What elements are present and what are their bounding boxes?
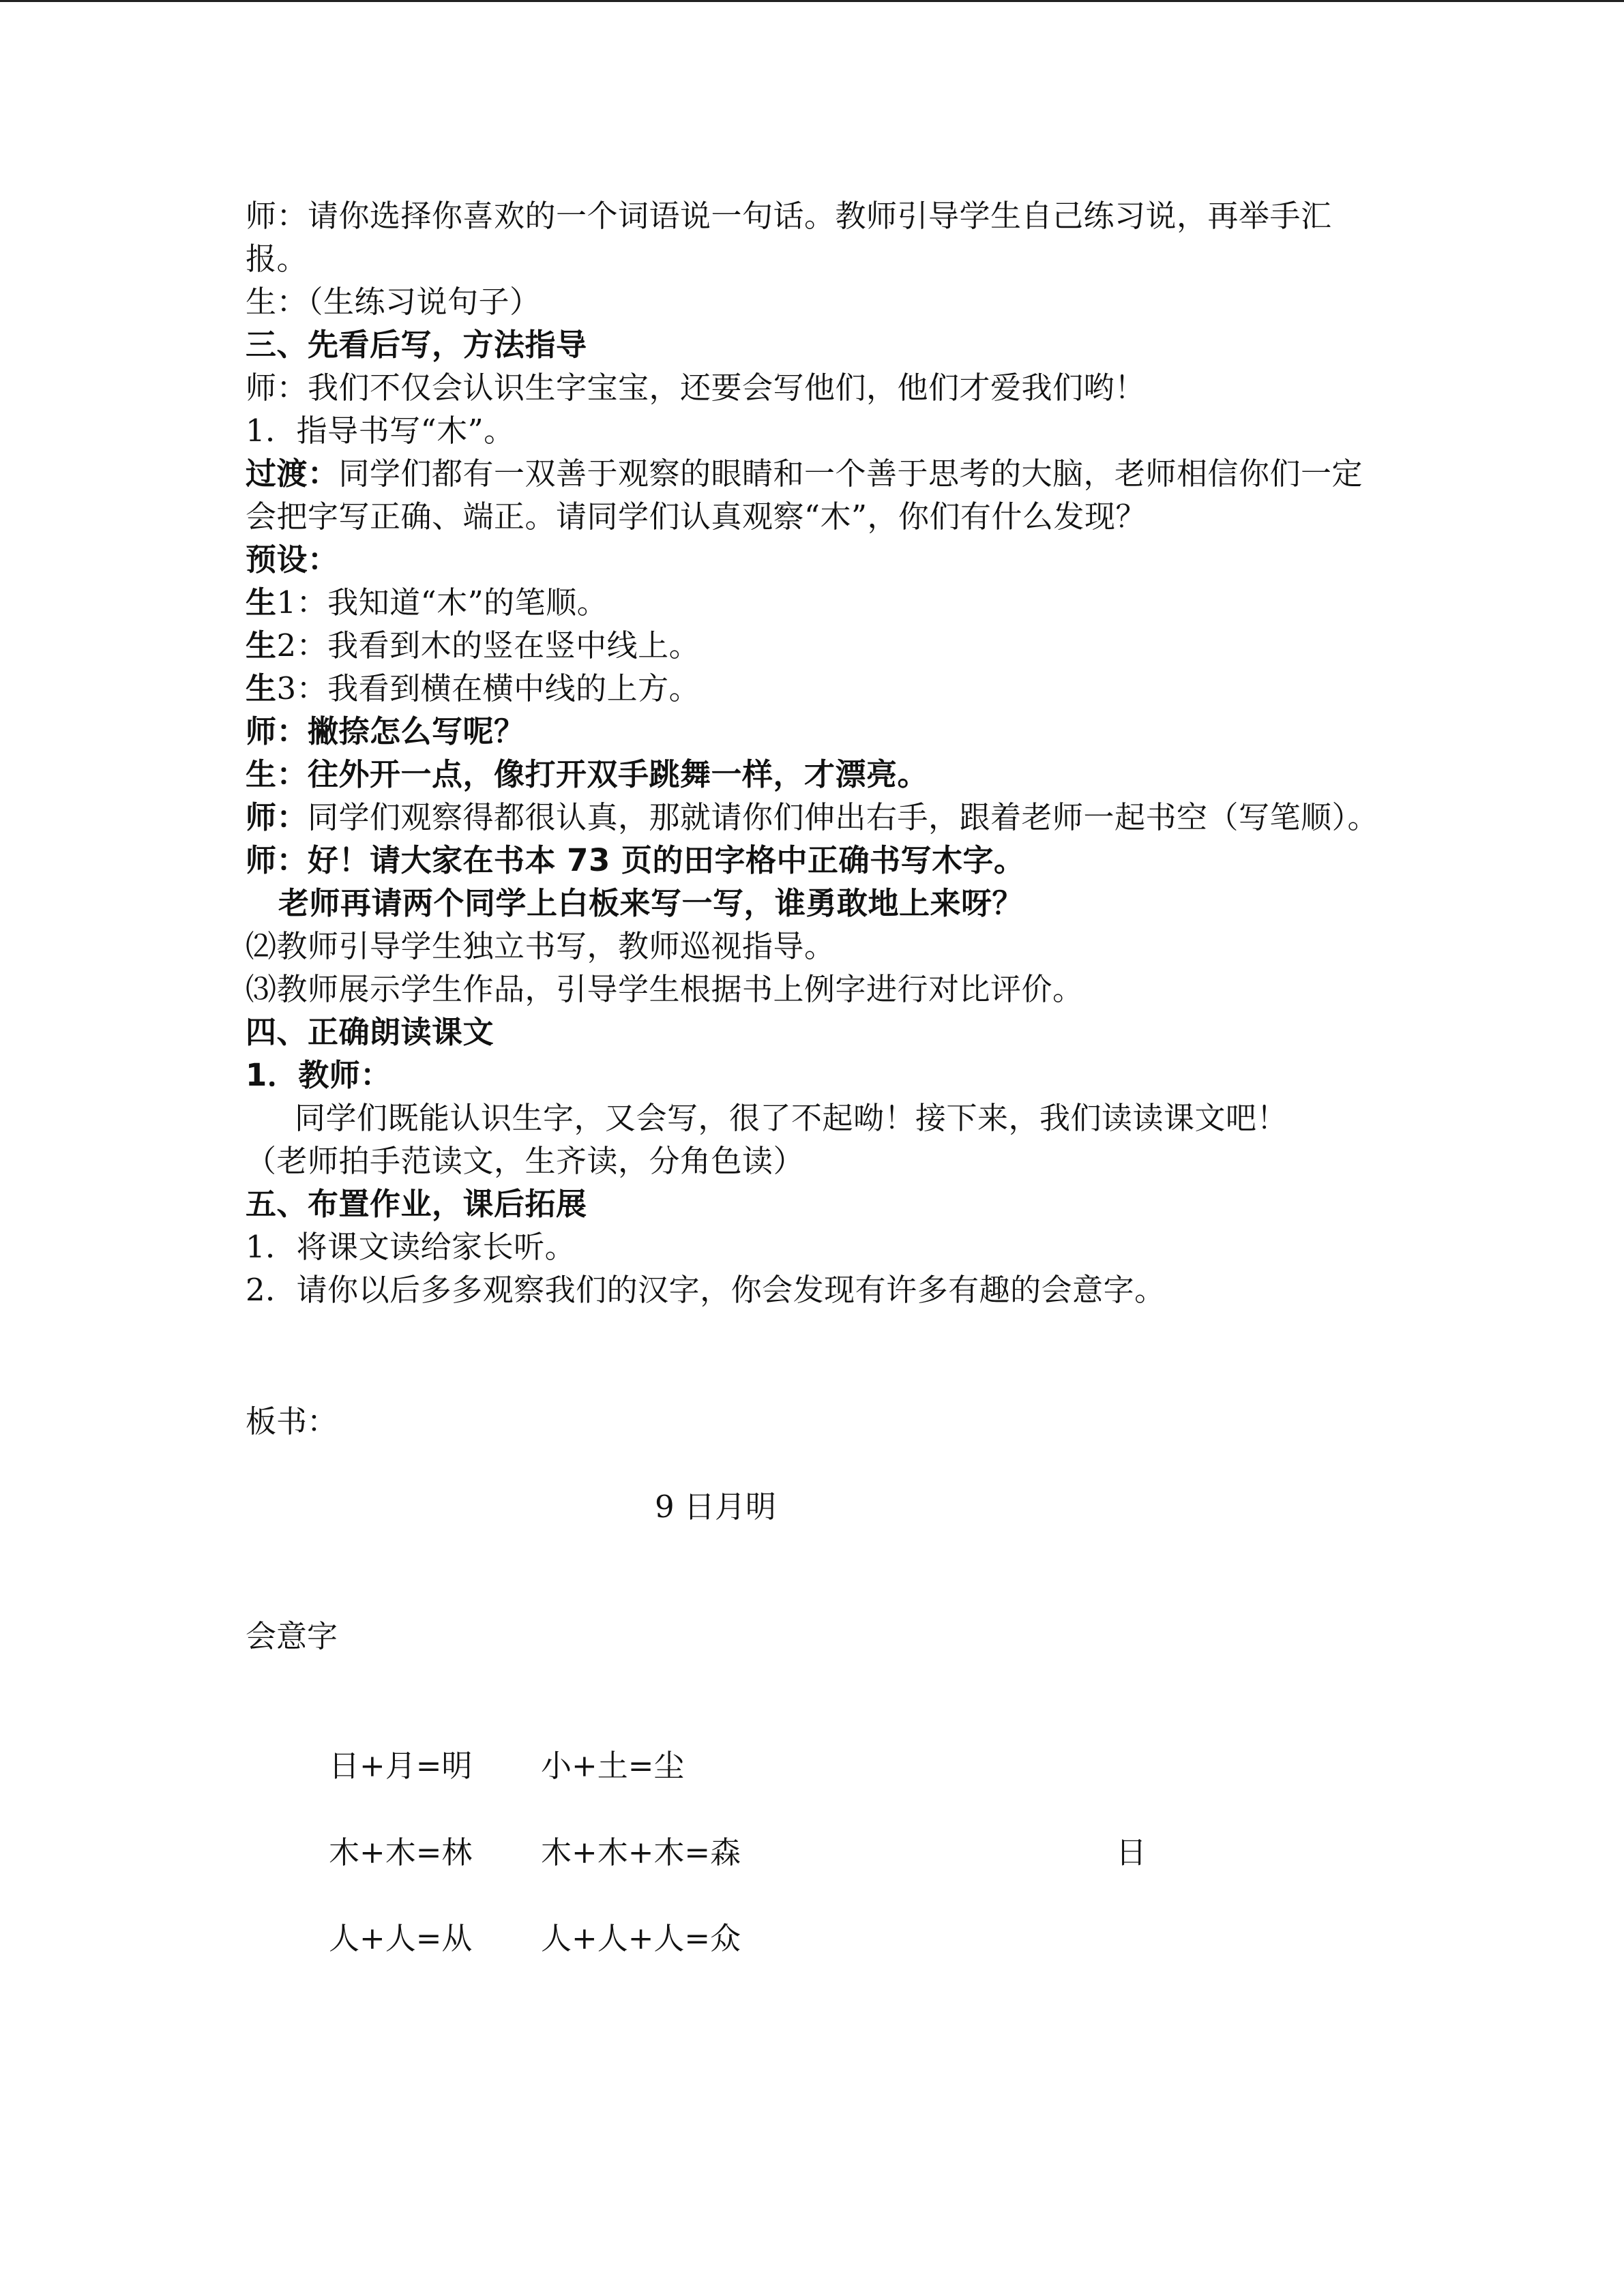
student-answer-text: 2：我看到木的竖在竖中线上。 <box>276 627 700 664</box>
top-border-rule <box>0 0 1624 2</box>
answer-lead: 生：往外开一点， <box>246 756 494 792</box>
board-equation: 木+木+木=森 <box>541 1834 741 1870</box>
student-answer-text: 1：我知道“木”的笔顺。 <box>276 584 608 621</box>
answer-rest: 像打开双手跳舞一样，才漂亮。 <box>494 756 929 792</box>
paragraph-student-practice: 生：（生练习说句子） <box>246 284 541 320</box>
teacher-instruction-write: 师：好！请大家在书本 73 页的田字格中正确书写木字。 <box>246 842 1025 878</box>
section-heading-3: 三、先看后写，方法指导 <box>246 327 587 363</box>
student-answer-2 <box>246 624 1391 667</box>
transition-label: 过渡： <box>246 456 339 492</box>
list-item-guide-write: 1．指导书写“木”。 <box>246 413 515 449</box>
board-equation: 人+人+人=众 <box>541 1920 741 1956</box>
paragraph-teacher-write: 师：我们不仅会认识生字宝宝，还要会写他们，他们才爱我们哟！ <box>246 370 1146 406</box>
board-label: 板书： <box>246 1403 338 1440</box>
teacher-praise-text: 同学们观察得都很认真，那就请你们伸出右手，跟着老师一起书空（写笔顺）。 <box>308 799 1379 835</box>
student-answer-1 <box>246 581 1391 624</box>
paragraph-read-modes: （老师拍手范读文，生齐读，分角色读） <box>246 1143 805 1179</box>
student-answer-stroke <box>246 753 1391 796</box>
paragraph-read-text: 同学们既能认识生字，又会写，很了不起呦！接下来，我们读读课文吧！ <box>295 1100 1288 1136</box>
teacher-question-stroke: 师：撇捺怎么写呢？ <box>246 713 525 749</box>
student-label: 生 <box>246 584 277 621</box>
teacher-praise <box>246 796 1391 839</box>
student-label: 生 <box>246 670 277 706</box>
list-item-teacher: 1．教师： <box>246 1057 392 1093</box>
student-answer-3 <box>246 667 1391 710</box>
document-body <box>246 194 1391 1311</box>
student-label: 生 <box>246 627 277 664</box>
board-equation: 日+月=明 <box>329 1748 473 1784</box>
section-heading-5: 五、布置作业，课后拓展 <box>246 1186 587 1222</box>
homework-item-2: 2．请你以后多多观察我们的汉字，你会发现有许多有趣的会意字。 <box>246 1272 1166 1308</box>
board-subtitle: 会意字 <box>246 1618 338 1654</box>
paragraph-teacher-prompt: 师：请你选择你喜欢的一个词语说一句话。教师引导学生自己练习说，再举手汇报。 <box>246 198 1332 277</box>
teacher-invite-board: 老师再请两个同学上白板来写一写，谁勇敢地上来呀？ <box>278 885 1024 921</box>
step-show-works: ⑶教师展示学生作品，引导学生根据书上例字进行对比评价。 <box>246 971 1084 1007</box>
step-independent-write: ⑵教师引导学生独立书写，教师巡视指导。 <box>246 928 836 964</box>
teacher-label: 师： <box>246 799 308 835</box>
section-heading-4: 四、正确朗读课文 <box>246 1014 494 1050</box>
board-equation: 木+木=林 <box>329 1834 473 1870</box>
paragraph-transition <box>246 452 1391 538</box>
board-title: 9 日月明 <box>655 1489 776 1525</box>
board-equation: 人+人=从 <box>329 1920 473 1956</box>
board-equation: 小+土=尘 <box>541 1748 685 1784</box>
preset-label: 预设： <box>246 541 339 578</box>
homework-item-1: 1．将课文读给家长听。 <box>246 1229 576 1265</box>
student-answer-text: 3：我看到横在横中线的上方。 <box>276 670 700 706</box>
board-side-character: 日 <box>1116 1834 1147 1870</box>
transition-text: 同学们都有一双善于观察的眼睛和一个善于思考的大脑，老师相信你们一定会把字写正确、端正。请同学们认真观察“木”，你们有什么发现？ <box>246 456 1363 535</box>
